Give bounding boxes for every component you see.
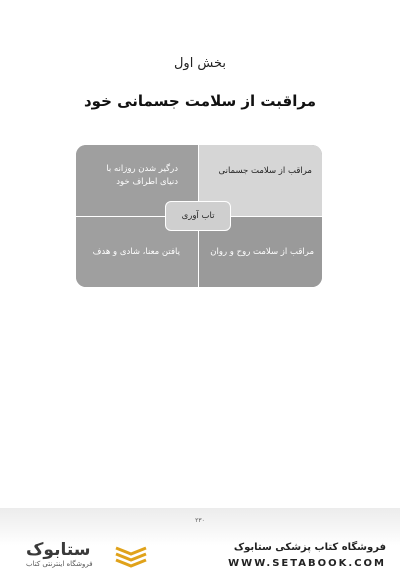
logo-wordmark: ستابوک — [26, 540, 91, 560]
website-link[interactable]: WWW.SETABOOK.COM — [228, 558, 386, 569]
diagram-center-text: تاب آوری — [181, 211, 215, 221]
shop-name: فروشگاه کتاب پزشکی ستابوک — [233, 542, 386, 553]
diagram-center-box — [165, 201, 231, 231]
book-logo-icon — [114, 540, 148, 568]
chapter-title: مراقبت از سلامت جسمانی خود — [83, 92, 317, 110]
setabook-logo — [22, 540, 172, 570]
logo-subtitle: فروشگاه اینترنتی کتاب — [26, 560, 93, 568]
page-number: ۲۳۰ — [195, 517, 205, 524]
quadrant-top-right-text: مراقب از سلامت جسمانی — [218, 166, 312, 176]
quadrant-bottom-left-text: یافتن معنا، شادی و هدف — [92, 246, 180, 257]
quadrant-top-left-text: درگیر شدن روزانه با دنیای اطراف خود — [106, 164, 178, 187]
quadrant-bottom-right-text: مراقب از سلامت روح و روان — [210, 246, 314, 257]
section-label: بخش اول — [173, 56, 227, 71]
